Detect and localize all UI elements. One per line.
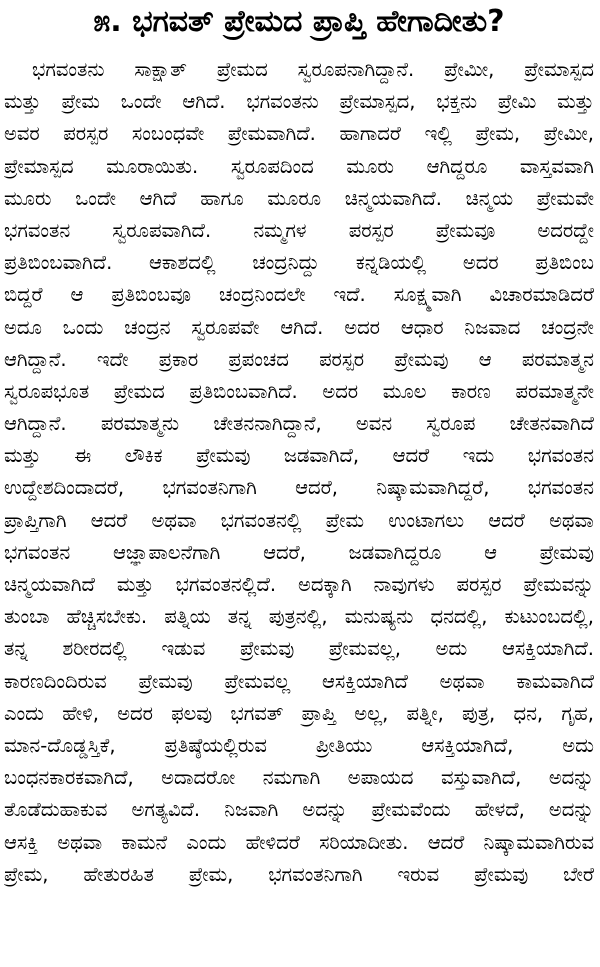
text-line: ಪ್ರೇಮಾಸ್ಪದ ಮೂರಾಯಿತು. ಸ್ವರೂಪದಿಂದ ಮೂರು ಆಗಿದ್ದರೂ ವಾಸ್ತವವಾಗಿ — [4, 154, 594, 178]
text-line: ಬಿದ್ದರೆ ಆ ಪ್ರತಿಬಿಂಬವೂ ಚಂದ್ರನಿಂದಲೇ ಇದೆ. ಸೂಕ್ಷ್ಮವಾಗಿ ವಿಚಾರಮಾಡಿದರೆ — [4, 283, 594, 307]
text-line: ಭಗವಂತನ ಆಜ್ಞಾಪಾಲನೆಗಾಗಿ ಆದರೆ, ಜಡವಾಗಿದ್ದರೂ ಆ ಪ್ರೇಮವು — [4, 540, 594, 564]
text-line: ಮಾನ-ದೊಡ್ಡಸ್ತಿಕೆ, ಪ್ರತಿಷ್ಠೆಯಲ್ಲಿರುವ ಪ್ರೀತಿಯು ಆಸಕ್ತಿಯಾಗಿದೆ, ಅದು — [4, 733, 594, 757]
text-line: ಆಗಿದ್ದಾನೆ. ಪರಮಾತ್ಮನು ಚೇತನನಾಗಿದ್ದಾನೆ, ಅವನ ಸ್ವರೂಪ ಚೇತನವಾಗಿದೆ — [4, 412, 594, 436]
text-line: ಭಗವಂತನು ಸಾಕ್ಷಾತ್ ಪ್ರೇಮದ ಸ್ವರೂಪನಾಗಿದ್ದಾನೆ. ಪ್ರೇಮೀ, ಪ್ರೇಮಾಸ್ಪದ — [32, 58, 594, 81]
body-paragraph — [4, 54, 594, 891]
text-line: ಕಾರಣದಿಂದಿರುವ ಪ್ರೇಮವು ಪ್ರೇಮವಲ್ಲ ಆಸಕ್ತಿಯಾಗಿದೆ ಅಥವಾ ಕಾಮವಾಗಿದೆ — [4, 669, 594, 693]
text-line: ಬಂಧನಕಾರಕವಾಗಿದೆ, ಅದಾದರೋ ನಮಗಾಗಿ ಅಪಾಯದ ವಸ್ತುವಾಗಿದೆ, ಅದನ್ನು — [4, 766, 594, 790]
text-line: ಸ್ವರೂಪಭೂತ ಪ್ರೇಮದ ಪ್ರತಿಬಿಂಬವಾಗಿದೆ. ಅದರ ಮೂಲ ಕಾರಣ ಪರಮಾತ್ಮನೇ — [4, 379, 594, 403]
text-line: ಪ್ರಾಪ್ತಿಗಾಗಿ ಆದರೆ ಅಥವಾ ಭಗವಂತನಲ್ಲಿ ಪ್ರೇಮ ಉಂಟಾಗಲು ಆದರೆ ಅಥವಾ — [4, 508, 594, 532]
text-line: ಭಗವಂತನ ಸ್ವರೂಪವಾಗಿದೆ. ನಮ್ಮಗಳ ಪರಸ್ಪರ ಪ್ರೇಮವೂ ಅದರದ್ದೇ — [4, 218, 594, 242]
text-line: ಪ್ರೇಮ, ಹೇತುರಹಿತ ಪ್ರೇಮ, ಭಗವಂತನಿಗಾಗಿ ಇರುವ ಪ್ರೇಮವು ಬೇರೆ — [4, 862, 594, 886]
text-line: ಎಂದು ಹೇಳಿ, ಅದರ ಫಲವು ಭಗವತ್ ಪ್ರಾಪ್ತಿ ಅಲ್ಲ, ಪತ್ನೀ, ಪುತ್ರ, ಧನ, ಗೃಹ, — [4, 701, 594, 725]
text-line: ಮತ್ತು ಈ ಲೌಕಿಕ ಪ್ರೇಮವು ಜಡವಾಗಿದೆ, ಆದರೆ ಇದು ಭಗವಂತನ — [4, 444, 594, 468]
text-line: ಅವರ ಪರಸ್ಪರ ಸಂಬಂಧವೇ ಪ್ರೇಮವಾಗಿದೆ. ಹಾಗಾದರೆ ಇಲ್ಲಿ ಪ್ರೇಮ, ಪ್ರೇಮೀ, — [4, 122, 594, 146]
text-line: ಆಸಕ್ತಿ ಅಥವಾ ಕಾಮನೆ ಎಂದು ಹೇಳಿದರೆ ಸರಿಯಾದೀತು. ಆದರೆ ನಿಷ್ಕಾಮವಾಗಿರುವ — [4, 830, 594, 854]
chapter-heading: ೫. ಭಗವತ್ ಪ್ರೇಮದ ಪ್ರಾಪ್ತಿ ಹೇಗಾದೀತು? — [93, 4, 505, 39]
text-line: ಆಗಿದ್ದಾನೆ. ಇದೇ ಪ್ರಕಾರ ಪ್ರಪಂಚದ ಪರಸ್ಪರ ಪ್ರೇಮವು ಆ ಪರಮಾತ್ಮನ — [4, 347, 594, 371]
text-line: ತುಂಬಾ ಹೆಚ್ಚಿಸಬೇಕು. ಪತ್ನಿಯ ತನ್ನ ಪುತ್ರನಲ್ಲಿ, ಮನುಷ್ಯನು ಧನದಲ್ಲಿ, ಕುಟುಂಬದಲ್ಲಿ, — [4, 605, 594, 629]
text-line: ಮತ್ತು ಪ್ರೇಮ ಒಂದೇ ಆಗಿದೆ. ಭಗವಂತನು ಪ್ರೇಮಾಸ್ಪದ, ಭಕ್ತನು ಪ್ರೇಮಿ ಮತ್ತು — [4, 90, 594, 114]
text-line: ಅದೂ ಒಂದು ಚಂದ್ರನ ಸ್ವರೂಪವೇ ಆಗಿದೆ. ಅದರ ಆಧಾರ ನಿಜವಾದ ಚಂದ್ರನೇ — [4, 315, 594, 339]
text-line: ಚಿನ್ಮಯವಾಗಿದೆ ಮತ್ತು ಭಗವಂತನಲ್ಲಿದೆ. ಅದಕ್ಕಾಗಿ ನಾವುಗಳು ಪರಸ್ಪರ ಪ್ರೇಮವನ್ನು — [4, 573, 594, 596]
text-line: ಪ್ರತಿಬಿಂಬವಾಗಿದೆ. ಆಕಾಶದಲ್ಲಿ ಚಂದ್ರನಿದ್ದು ಕನ್ನಡಿಯಲ್ಲಿ ಅದರ ಪ್ರತಿಬಿಂಬ — [4, 251, 594, 275]
text-line: ಮೂರು ಒಂದೇ ಆಗಿದೆ ಹಾಗೂ ಮೂರೂ ಚಿನ್ಮಯವಾಗಿದೆ. ಚಿನ್ಮಯ ಪ್ರೇಮವೇ — [4, 186, 594, 210]
text-line: ಉದ್ದೇಶದಿಂದಾದರೆ, ಭಗವಂತನಿಗಾಗಿ ಆದರೆ, ನಿಷ್ಕಾಮವಾಗಿದ್ದರೆ, ಭಗವಂತನ — [4, 476, 594, 500]
text-line: ತೊಡೆದುಹಾಕುವ ಅಗತ್ಯವಿದೆ. ನಿಜವಾಗಿ ಅದನ್ನು ಪ್ರೇಮವೆಂದು ಹೇಳದೆ, ಅದನ್ನು — [4, 798, 594, 822]
text-line: ತನ್ನ ಶರೀರದಲ್ಲಿ ಇಡುವ ಪ್ರೇಮವು ಪ್ರೇಮವಲ್ಲ, ಅದು ಆಸಕ್ತಿಯಾಗಿದೆ. — [4, 637, 594, 661]
